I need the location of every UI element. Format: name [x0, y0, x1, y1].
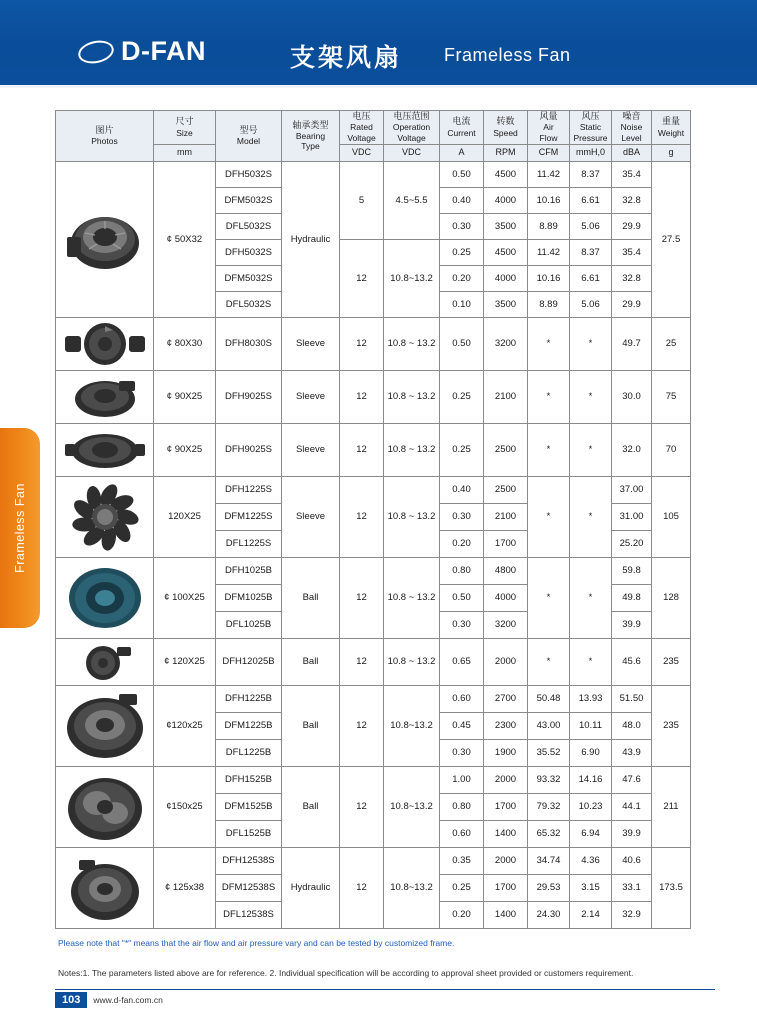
- cell-static-pressure: 5.06: [570, 291, 612, 317]
- cell-size: ¢ 120X25: [154, 638, 216, 685]
- unit-static-pressure: mmH,0: [570, 144, 612, 161]
- cell-noise-level: 44.1: [612, 793, 652, 820]
- cell-rated-voltage: 12: [340, 847, 384, 928]
- cell-current: 0.25: [440, 239, 484, 265]
- cell-speed: 3500: [484, 291, 528, 317]
- cell-air-flow: 11.42: [528, 161, 570, 187]
- cell-noise-level: 32.9: [612, 901, 652, 928]
- cell-air-flow: 65.32: [528, 820, 570, 847]
- cell-model: DFH5032S: [216, 239, 282, 265]
- cell-operation-voltage: 10.8~13.2: [384, 766, 440, 847]
- cell-model: DFH9025S: [216, 370, 282, 423]
- cell-air-flow: 11.42: [528, 239, 570, 265]
- table-row: [56, 847, 691, 874]
- cell-static-pressure: 8.37: [570, 239, 612, 265]
- cell-weight: 70: [652, 423, 691, 476]
- unit-operation-voltage: VDC: [384, 144, 440, 161]
- cell-bearing-type: Hydraulic: [282, 847, 340, 928]
- table-row: [56, 557, 691, 584]
- cell-static-pressure: 6.61: [570, 187, 612, 213]
- cell-model: DFL1225B: [216, 739, 282, 766]
- cell-air-flow: 8.89: [528, 291, 570, 317]
- cell-speed: 2300: [484, 712, 528, 739]
- cell-operation-voltage: 10.8 ~ 13.2: [384, 370, 440, 423]
- table-body: [56, 161, 691, 928]
- unit-speed: RPM: [484, 144, 528, 161]
- cell-model: DFH1525B: [216, 766, 282, 793]
- table-head: [56, 111, 691, 162]
- cell-model: DFH12025B: [216, 638, 282, 685]
- side-tab-label: Frameless Fan: [13, 483, 27, 573]
- cell-operation-voltage: 10.8 ~ 13.2: [384, 317, 440, 370]
- cell-bearing-type: Ball: [282, 638, 340, 685]
- cell-noise-level: 51.50: [612, 685, 652, 712]
- cell-air-flow: *: [528, 423, 570, 476]
- cell-size: ¢ 90X25: [154, 423, 216, 476]
- round-fan-100x25-icon: [56, 557, 154, 638]
- unit-airflow: CFM: [528, 144, 570, 161]
- cell-weight: 235: [652, 685, 691, 766]
- cell-noise-level: 32.8: [612, 187, 652, 213]
- cell-current: 0.30: [440, 213, 484, 239]
- col-noise: 噪音 Noise Level: [612, 111, 652, 145]
- page-number: 103: [55, 992, 87, 1008]
- cell-bearing-type: Sleeve: [282, 423, 340, 476]
- table-row: [56, 685, 691, 712]
- cell-model: DFL12538S: [216, 901, 282, 928]
- brand-name: D-FAN: [121, 36, 206, 66]
- col-static-pressure: 风压 Static Pressure: [570, 111, 612, 145]
- table-row: [56, 766, 691, 793]
- cell-speed: 2100: [484, 370, 528, 423]
- cell-noise-level: 35.4: [612, 161, 652, 187]
- cell-noise-level: 33.1: [612, 874, 652, 901]
- cell-model: DFM1025B: [216, 584, 282, 611]
- cell-speed: 4000: [484, 584, 528, 611]
- cell-noise-level: 59.8: [612, 557, 652, 584]
- cell-noise-level: 40.6: [612, 847, 652, 874]
- blower-fan-90x25-a-icon: [56, 370, 154, 423]
- cell-rated-voltage: 12: [340, 317, 384, 370]
- cell-speed: 2700: [484, 685, 528, 712]
- unit-voltage: VDC: [340, 144, 384, 161]
- cell-weight: 173.5: [652, 847, 691, 928]
- cell-noise-level: 37.00: [612, 476, 652, 503]
- cell-model: DFM1525B: [216, 793, 282, 820]
- spec-table: [55, 110, 691, 929]
- cell-static-pressure: 6.90: [570, 739, 612, 766]
- col-airflow: 风量 Air Flow: [528, 111, 570, 145]
- col-photos: 图片 Photos: [56, 111, 154, 162]
- cell-weight: 27.5: [652, 161, 691, 317]
- footer-url: www.d-fan.com.cn: [93, 995, 163, 1005]
- cell-model: DFM5032S: [216, 187, 282, 213]
- cell-static-pressure: 5.06: [570, 213, 612, 239]
- cell-bearing-type: Sleeve: [282, 317, 340, 370]
- cell-noise-level: 30.0: [612, 370, 652, 423]
- cell-static-pressure: 6.61: [570, 265, 612, 291]
- cell-speed: 4000: [484, 187, 528, 213]
- cell-weight: 211: [652, 766, 691, 847]
- star-footnote: Please note that "*" means that the air flow and air pressure vary and can be tested by customized frame.: [58, 938, 455, 948]
- cell-operation-voltage: 10.8~13.2: [384, 847, 440, 928]
- cell-model: DFH1225B: [216, 685, 282, 712]
- cell-bearing-type: Hydraulic: [282, 161, 340, 317]
- cell-size: ¢ 90X25: [154, 370, 216, 423]
- cell-bearing-type: Ball: [282, 557, 340, 638]
- cell-air-flow: 29.53: [528, 874, 570, 901]
- table-row: [56, 476, 691, 503]
- cell-rated-voltage: 12: [340, 370, 384, 423]
- cell-bearing-type: Ball: [282, 766, 340, 847]
- cell-model: DFL1525B: [216, 820, 282, 847]
- cell-model: DFM1225S: [216, 503, 282, 530]
- cell-rated-voltage: 12: [340, 476, 384, 557]
- table-row: [56, 638, 691, 685]
- cell-current: 0.40: [440, 187, 484, 213]
- col-model: 型号 Model: [216, 111, 282, 162]
- cell-air-flow: 43.00: [528, 712, 570, 739]
- footer-divider: [55, 989, 715, 990]
- cell-current: 0.10: [440, 291, 484, 317]
- cell-static-pressure: 6.94: [570, 820, 612, 847]
- brand-logo: [78, 36, 206, 67]
- cell-noise-level: 32.8: [612, 265, 652, 291]
- cell-current: 1.00: [440, 766, 484, 793]
- cell-static-pressure: 4.36: [570, 847, 612, 874]
- cell-weight: 75: [652, 370, 691, 423]
- cell-size: 120X25: [154, 476, 216, 557]
- cell-current: 0.25: [440, 370, 484, 423]
- cell-rated-voltage: 12: [340, 685, 384, 766]
- cell-weight: 105: [652, 476, 691, 557]
- cell-static-pressure: *: [570, 476, 612, 557]
- col-voltage: 电压 Rated Voltage: [340, 111, 384, 145]
- table-row: [56, 317, 691, 370]
- unit-current: A: [440, 144, 484, 161]
- cell-air-flow: 50.48: [528, 685, 570, 712]
- cell-size: ¢150x25: [154, 766, 216, 847]
- cell-rated-voltage: 12: [340, 638, 384, 685]
- cell-current: 0.20: [440, 901, 484, 928]
- cell-speed: 2000: [484, 638, 528, 685]
- cell-static-pressure: *: [570, 423, 612, 476]
- cell-noise-level: 49.8: [612, 584, 652, 611]
- cell-speed: 4000: [484, 265, 528, 291]
- table-row: [56, 370, 691, 423]
- cell-current: 0.45: [440, 712, 484, 739]
- cell-current: 0.65: [440, 638, 484, 685]
- col-bearing: 轴承类型 Bearing Type: [282, 111, 340, 162]
- blower-fan-50x32-icon: [56, 161, 154, 317]
- cell-air-flow: 34.74: [528, 847, 570, 874]
- cell-rated-voltage: 12: [340, 766, 384, 847]
- page-header: [0, 0, 757, 88]
- cell-noise-level: 32.0: [612, 423, 652, 476]
- cell-speed: 2000: [484, 766, 528, 793]
- cell-size: ¢ 100X25: [154, 557, 216, 638]
- cell-current: 0.60: [440, 685, 484, 712]
- blower-fan-125x38-icon: [56, 847, 154, 928]
- spec-table-wrapper: [55, 110, 685, 929]
- table-row: [56, 161, 691, 187]
- cell-static-pressure: 8.37: [570, 161, 612, 187]
- cell-rated-voltage: 12: [340, 557, 384, 638]
- cell-speed: 3200: [484, 317, 528, 370]
- cell-operation-voltage: 10.8 ~ 13.2: [384, 638, 440, 685]
- cell-air-flow: 35.52: [528, 739, 570, 766]
- cell-model: DFH9025S: [216, 423, 282, 476]
- cell-size: ¢120x25: [154, 685, 216, 766]
- cell-rated-voltage: 12: [340, 239, 384, 317]
- cell-model: DFH8030S: [216, 317, 282, 370]
- cell-speed: 2100: [484, 503, 528, 530]
- cell-current: 0.25: [440, 874, 484, 901]
- blower-fan-120x25-icon: [56, 685, 154, 766]
- cell-rated-voltage: 5: [340, 161, 384, 239]
- cell-weight: 25: [652, 317, 691, 370]
- cell-size: ¢ 80X30: [154, 317, 216, 370]
- cell-operation-voltage: 10.8~13.2: [384, 685, 440, 766]
- unit-weight: g: [652, 144, 691, 161]
- cell-current: 0.25: [440, 423, 484, 476]
- unit-noise: dBA: [612, 144, 652, 161]
- cell-speed: 1400: [484, 820, 528, 847]
- cell-static-pressure: *: [570, 557, 612, 638]
- cell-current: 0.30: [440, 739, 484, 766]
- cell-bearing-type: Sleeve: [282, 370, 340, 423]
- cell-current: 0.20: [440, 530, 484, 557]
- cell-model: DFM12538S: [216, 874, 282, 901]
- cell-current: 0.80: [440, 793, 484, 820]
- col-weight: 重量 Weight: [652, 111, 691, 145]
- cell-current: 0.80: [440, 557, 484, 584]
- cell-air-flow: 93.32: [528, 766, 570, 793]
- cell-static-pressure: 13.93: [570, 685, 612, 712]
- cell-noise-level: 39.9: [612, 820, 652, 847]
- cell-model: DFL1225S: [216, 530, 282, 557]
- cell-air-flow: *: [528, 638, 570, 685]
- cell-rated-voltage: 12: [340, 423, 384, 476]
- cell-noise-level: 48.0: [612, 712, 652, 739]
- cell-air-flow: 24.30: [528, 901, 570, 928]
- cell-noise-level: 49.7: [612, 317, 652, 370]
- blower-fan-150x25-icon: [56, 766, 154, 847]
- blower-fan-80x30-icon: [56, 317, 154, 370]
- cell-static-pressure: 10.23: [570, 793, 612, 820]
- cell-current: 0.20: [440, 265, 484, 291]
- cell-weight: 235: [652, 638, 691, 685]
- cell-speed: 2000: [484, 847, 528, 874]
- ellipse-d-logo-icon: [76, 37, 116, 66]
- cell-speed: 2500: [484, 423, 528, 476]
- axial-fan-120x25-icon: [56, 476, 154, 557]
- cell-noise-level: 29.9: [612, 291, 652, 317]
- cell-speed: 2500: [484, 476, 528, 503]
- cell-speed: 4800: [484, 557, 528, 584]
- cell-speed: 3500: [484, 213, 528, 239]
- cell-static-pressure: *: [570, 638, 612, 685]
- cell-static-pressure: *: [570, 317, 612, 370]
- col-current: 电流 Current: [440, 111, 484, 145]
- col-operation-voltage: 电压范围 Operation Voltage: [384, 111, 440, 145]
- cell-air-flow: *: [528, 557, 570, 638]
- small-blower-120x25-icon: [56, 638, 154, 685]
- cell-speed: 1700: [484, 530, 528, 557]
- unit-size: mm: [154, 144, 216, 161]
- cell-air-flow: 8.89: [528, 213, 570, 239]
- cell-air-flow: *: [528, 476, 570, 557]
- cell-current: 0.50: [440, 584, 484, 611]
- cell-current: 0.35: [440, 847, 484, 874]
- cell-static-pressure: *: [570, 370, 612, 423]
- cell-model: DFH1225S: [216, 476, 282, 503]
- cell-noise-level: 35.4: [612, 239, 652, 265]
- cell-air-flow: *: [528, 317, 570, 370]
- cell-noise-level: 43.9: [612, 739, 652, 766]
- cell-noise-level: 25.20: [612, 530, 652, 557]
- cell-current: 0.40: [440, 476, 484, 503]
- cell-current: 0.50: [440, 161, 484, 187]
- col-speed: 转数 Speed: [484, 111, 528, 145]
- cell-model: DFH1025B: [216, 557, 282, 584]
- page-title-cn: 支架风扇: [290, 44, 403, 72]
- cell-current: 0.50: [440, 317, 484, 370]
- page-title-en: Frameless Fan: [444, 45, 571, 65]
- cell-speed: 1900: [484, 739, 528, 766]
- cell-operation-voltage: 10.8 ~ 13.2: [384, 423, 440, 476]
- cell-operation-voltage: 4.5~5.5: [384, 161, 440, 239]
- cell-static-pressure: 14.16: [570, 766, 612, 793]
- cell-static-pressure: 10.11: [570, 712, 612, 739]
- cell-operation-voltage: 10.8 ~ 13.2: [384, 476, 440, 557]
- cell-noise-level: 45.6: [612, 638, 652, 685]
- cell-speed: 1700: [484, 874, 528, 901]
- cell-model: DFL5032S: [216, 213, 282, 239]
- cell-model: DFL1025B: [216, 611, 282, 638]
- cell-speed: 1700: [484, 793, 528, 820]
- cell-air-flow: 10.16: [528, 265, 570, 291]
- page-footer: [55, 992, 715, 1008]
- header-row-main: [56, 111, 691, 145]
- cell-static-pressure: 2.14: [570, 901, 612, 928]
- cell-air-flow: 10.16: [528, 187, 570, 213]
- cell-current: 0.60: [440, 820, 484, 847]
- cell-noise-level: 47.6: [612, 766, 652, 793]
- cell-current: 0.30: [440, 503, 484, 530]
- col-size: 尺寸 Size: [154, 111, 216, 145]
- cell-air-flow: 79.32: [528, 793, 570, 820]
- cell-model: DFM5032S: [216, 265, 282, 291]
- cell-model: DFL5032S: [216, 291, 282, 317]
- cell-noise-level: 31.00: [612, 503, 652, 530]
- cell-speed: 4500: [484, 161, 528, 187]
- cell-model: DFH12538S: [216, 847, 282, 874]
- cell-air-flow: *: [528, 370, 570, 423]
- cell-bearing-type: Ball: [282, 685, 340, 766]
- cell-operation-voltage: 10.8 ~ 13.2: [384, 557, 440, 638]
- cell-size: ¢ 125x38: [154, 847, 216, 928]
- cell-weight: 128: [652, 557, 691, 638]
- cell-operation-voltage: 10.8~13.2: [384, 239, 440, 317]
- table-row: [56, 423, 691, 476]
- cell-static-pressure: 3.15: [570, 874, 612, 901]
- cell-model: DFM1225B: [216, 712, 282, 739]
- cell-size: ¢ 50X32: [154, 161, 216, 317]
- cell-model: DFH5032S: [216, 161, 282, 187]
- cell-current: 0.30: [440, 611, 484, 638]
- blower-fan-90x25-b-icon: [56, 423, 154, 476]
- cell-noise-level: 29.9: [612, 213, 652, 239]
- cell-noise-level: 39.9: [612, 611, 652, 638]
- cell-bearing-type: Sleeve: [282, 476, 340, 557]
- cell-speed: 3200: [484, 611, 528, 638]
- cell-speed: 4500: [484, 239, 528, 265]
- cell-speed: 1400: [484, 901, 528, 928]
- side-tab-frameless-fan: [0, 428, 40, 628]
- general-notes: Notes:1. The parameters listed above are for reference. 2. Individual specification will be according to approval sheet provided or customers requirement.: [58, 968, 634, 978]
